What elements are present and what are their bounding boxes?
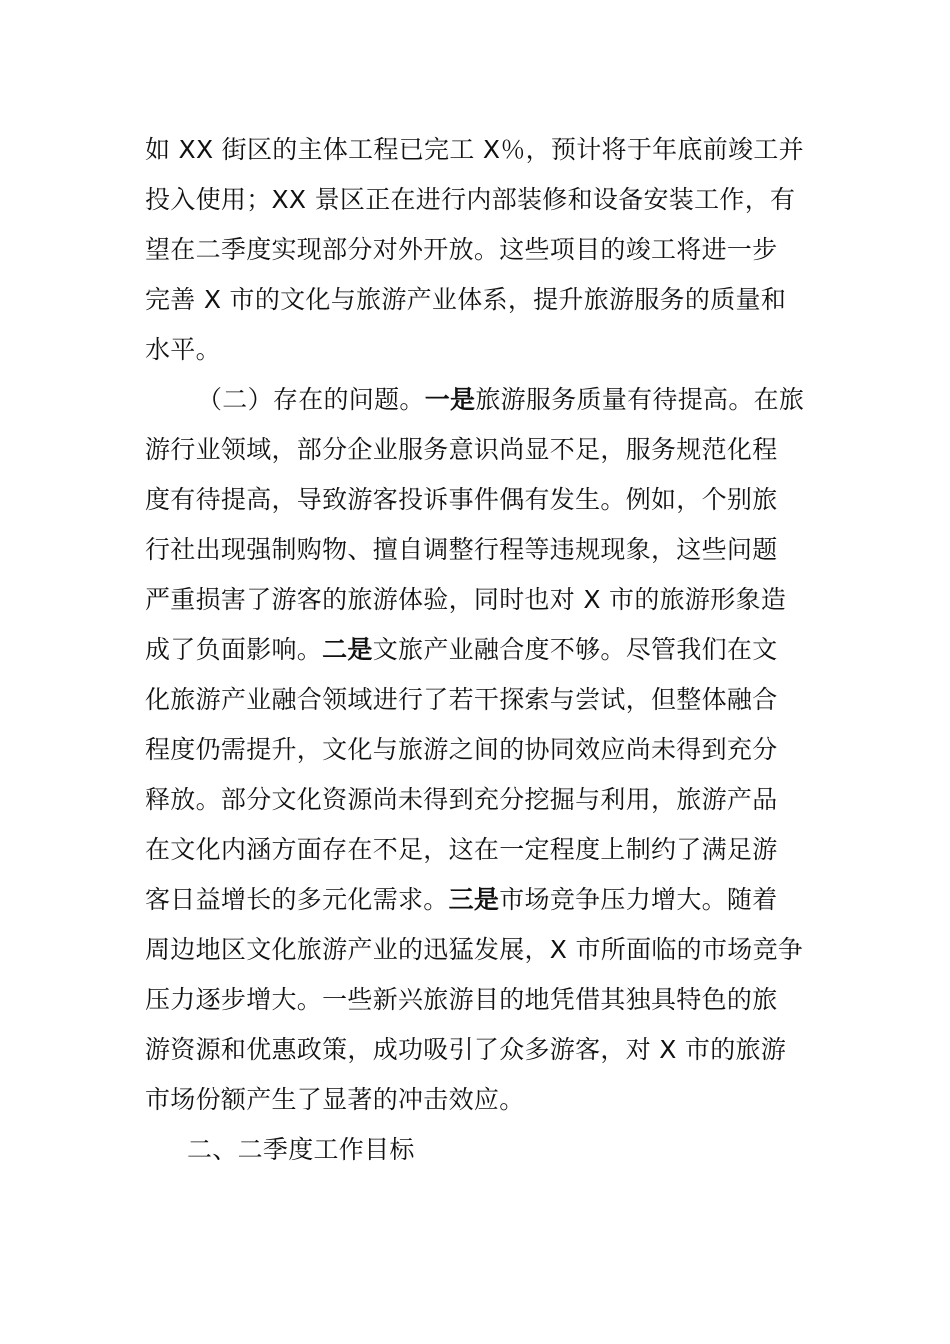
text-line: 如 XX 街区的主体工程已完工 X％，预计将于年底前竣工并	[145, 135, 804, 164]
text-line: 行社出现强制购物、擅自调整行程等违规现象，这些问题	[145, 535, 778, 564]
text-segment: 市场竞争压力增大。随着	[499, 885, 778, 914]
text-line: 周边地区文化旅游产业的迅猛发展，X 市所面临的市场竞争	[145, 935, 804, 964]
emphasis-first: 一是	[424, 385, 476, 414]
text-line: 完善 X 市的文化与旅游产业体系，提升旅游服务的质量和	[145, 285, 787, 314]
text-segment: 旅游服务质量有待提高。在旅	[475, 385, 805, 414]
text-line: 化旅游产业融合领域进行了若干探索与尝试，但整体融合	[145, 685, 778, 714]
text-line: 游行业领域，部分企业服务意识尚显不足，服务规范化程	[145, 435, 778, 464]
text-line	[145, 375, 810, 425]
text-line: 水平。	[145, 335, 221, 364]
text-line: 严重损害了游客的旅游体验，同时也对 X 市的旅游形象造	[145, 585, 787, 614]
text-segment: 成了负面影响。	[145, 635, 323, 664]
text-line: 市场份额产生了显著的冲击效应。	[145, 1085, 525, 1114]
text-segment: 文旅产业融合度不够。尽管我们在文	[372, 635, 778, 664]
text-line: 释放。部分文化资源尚未得到充分挖掘与利用，旅游产品	[145, 785, 778, 814]
text-line	[145, 625, 810, 675]
text-line: 游资源和优惠政策，成功吸引了众多游客，对 X 市的旅游	[145, 1035, 787, 1064]
section-heading: 二、二季度工作目标	[187, 1135, 415, 1164]
text-line	[145, 875, 810, 925]
text-line: 投入使用；XX 景区正在进行内部装修和设备安装工作，有	[145, 185, 796, 214]
text-line: 度有待提高，导致游客投诉事件偶有发生。例如，个别旅	[145, 485, 778, 514]
text-line: 在文化内涵方面存在不足，这在一定程度上制约了满足游	[145, 835, 778, 864]
text-line: 压力逐步增大。一些新兴旅游目的地凭借其独具特色的旅	[145, 985, 778, 1014]
emphasis-third: 三是	[448, 885, 500, 914]
emphasis-second: 二是	[322, 635, 373, 664]
document-page	[145, 125, 810, 1175]
text-line: 望在二季度实现部分对外开放。这些项目的竣工将进一步	[145, 235, 778, 264]
section-label: （二）存在的问题。	[197, 385, 425, 414]
text-segment: 客日益增长的多元化需求。	[145, 885, 449, 914]
text-line: 程度仍需提升，文化与旅游之间的协同效应尚未得到充分	[145, 735, 778, 764]
